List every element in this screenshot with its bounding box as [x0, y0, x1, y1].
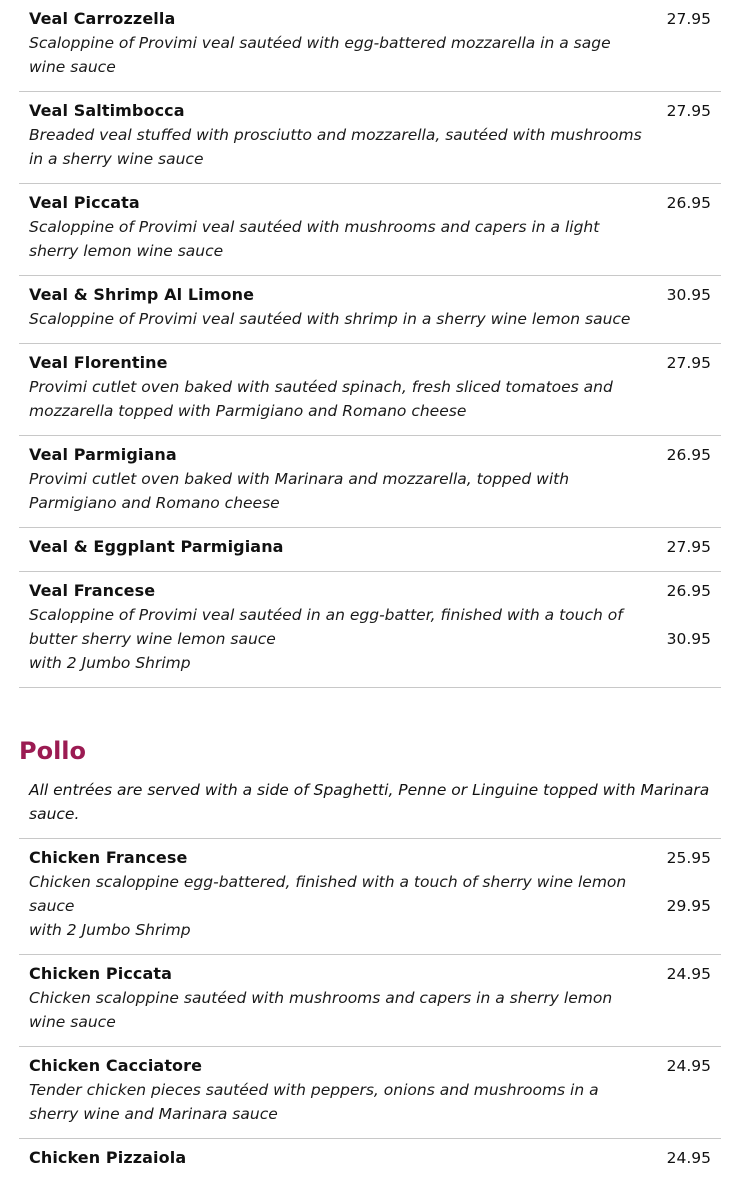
item-description: Scaloppine of Provimi veal sautéed with mushrooms and capers in a light sherry lemon wine sauce: [29, 218, 600, 260]
item-price: 25.95: [666, 849, 711, 867]
item-price: 27.95: [666, 102, 711, 120]
menu-item: [19, 436, 721, 528]
item-name: Veal Carrozzella: [29, 9, 176, 28]
menu-item: [19, 344, 721, 436]
menu-item: [19, 1047, 721, 1139]
item-price: 24.95: [666, 1149, 711, 1167]
item-option-label: with 2 Jumbo Shrimp: [29, 921, 191, 939]
item-name: Chicken Cacciatore: [29, 1056, 203, 1075]
item-price: 27.95: [666, 354, 711, 372]
item-name: Veal Piccata: [29, 193, 140, 212]
item-name: Chicken Pizzaiola: [29, 1148, 187, 1167]
item-name: Chicken Piccata: [29, 964, 173, 983]
item-name: Veal Saltimbocca: [29, 101, 185, 120]
item-description: Chicken scaloppine egg-battered, finished with a touch of sherry wine lemon sauce: [29, 873, 627, 915]
menu-item: [19, 92, 721, 184]
menu-item: [19, 276, 721, 344]
item-description: Scaloppine of Provimi veal sautéed in an egg-batter, finished with a touch of butter sherry wine lemon sauce: [29, 606, 623, 648]
section-note: All entrées are served with a side of Spaghetti, Penne or Linguine topped with Marinara sauce.: [19, 766, 721, 839]
item-option-price: 30.95: [666, 630, 711, 648]
item-option-label: with 2 Jumbo Shrimp: [29, 654, 191, 672]
menu-item-veal-francese: [19, 572, 721, 688]
item-description: Scaloppine of Provimi veal sautéed with egg-battered mozzarella in a sage wine sauce: [29, 34, 611, 76]
item-name: Veal & Eggplant Parmigiana: [29, 537, 284, 556]
item-price: 26.95: [666, 582, 711, 600]
item-price: 24.95: [666, 965, 711, 983]
item-description: Provimi cutlet oven baked with Marinara and mozzarella, topped with Parmigiano and Romano cheese: [29, 470, 570, 512]
item-description: Tender chicken pieces sautéed with peppers, onions and mushrooms in a sherry wine and Marinara sauce: [29, 1081, 599, 1123]
menu-page: [19, 0, 721, 1182]
item-description: Chicken scaloppine sautéed with mushrooms and capers in a sherry lemon wine sauce: [29, 989, 613, 1031]
item-price: 26.95: [666, 446, 711, 464]
item-name: Veal Parmigiana: [29, 445, 177, 464]
item-description: Provimi cutlet oven baked with sautéed spinach, fresh sliced tomatoes and mozzarella topped with Parmigiano and Romano cheese: [29, 378, 613, 420]
item-description: Breaded veal stuffed with prosciutto and mozzarella, sautéed with mushrooms in a sherry wine sauce: [29, 126, 642, 168]
item-name: Veal Francese: [29, 581, 156, 600]
item-description: Scaloppine of Provimi veal sautéed with shrimp in a sherry wine lemon sauce: [29, 310, 631, 328]
menu-item: [19, 184, 721, 276]
menu-item: [19, 528, 721, 572]
item-name: Chicken Francese: [29, 848, 188, 867]
item-name: Veal & Shrimp Al Limone: [29, 285, 255, 304]
item-option-price: 29.95: [666, 897, 711, 915]
menu-item: [19, 955, 721, 1047]
section-title: Pollo: [19, 737, 87, 765]
item-price: 30.95: [666, 286, 711, 304]
item-name: Veal Florentine: [29, 353, 168, 372]
menu-item-chicken-francese: [19, 839, 721, 955]
item-price: 27.95: [666, 10, 711, 28]
item-price: 27.95: [666, 538, 711, 556]
item-price: 26.95: [666, 194, 711, 212]
item-price: 24.95: [666, 1057, 711, 1075]
menu-item: [19, 0, 721, 92]
menu-item: [19, 1139, 721, 1182]
